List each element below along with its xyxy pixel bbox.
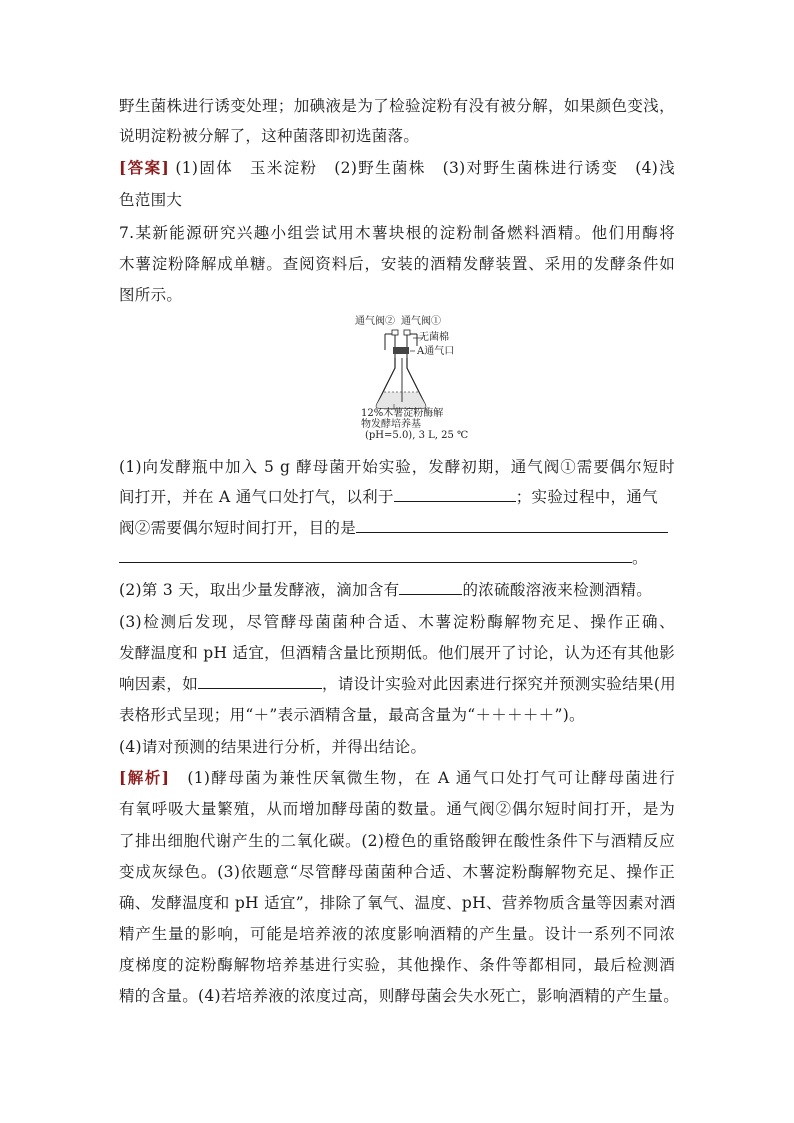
air-port-label: A通气口 [417,346,455,357]
text-line: 野生菌株进行诱变处理；加碘液是为了检验淀粉有没有被分解，如果颜色变浅， [119,97,675,115]
analysis-line: [解析] (1)酵母菌为兼性厌氧微生物，在 A 通气口处打气可让酵母菌进行 [119,768,675,787]
fermentation-apparatus-figure [355,316,485,444]
question-7-line: 7.某新能源研究兴趣小组尝试用木薯块根的淀粉制备燃料酒精。他们用酶将 [119,224,675,242]
medium-label-1: 12%木薯淀粉酶解 [361,408,444,419]
sub-question-3-line: 表格形式呈现；用“＋”表示酒精含量，最高含量为“＋＋＋＋＋”)。 [119,706,585,724]
question-7-line: 木薯淀粉降解成单糖。查阅资料后，安装的酒精发酵装置、采用的发酵条件如 [119,255,675,273]
answer-blank[interactable] [394,485,516,502]
cotton-label: 无菌棉 [419,332,449,343]
analysis-line: 精产生量的影响，可能是培养液的浓度影响酒精的产生量。设计一系列不同浓 [119,925,675,943]
valve-1-label: 通气阀① [401,316,441,327]
answer-blank[interactable] [399,578,462,595]
sub-question-3-line: (3)检测后发现，尽管酵母菌菌种合适、木薯淀粉酶解物充足、操作正确、 [119,613,675,631]
answer-text: (1)固体 玉米淀粉 (2)野生菌株 (3)对野生菌株进行诱变 (4)浅 [169,159,675,177]
answer-line-2: 色范围大 [119,191,183,209]
answer-blank[interactable] [198,672,322,689]
sub-question-2-line: (2)第 3 天，取出少量发酵液，滴加含有 的浓硫酸溶液来检测酒精。 [119,578,675,602]
answer-blank[interactable] [356,516,668,533]
analysis-line: 变成灰绿色。(3)依题意“尽管酵母菌菌种合适、木薯淀粉酶解物充足、操作正 [119,863,675,881]
sub-question-1-line: (1)向发酵瓶中加入 5 g 酵母菌开始实验，发酵初期，通气阀①需要偶尔短时 [119,458,675,476]
sub-question-3-line: 发酵温度和 pH 适宜，但酒精含量比预期低。他们展开了讨论，认为还有其他影 [119,644,675,662]
sub-question-4-line: (4)请对预测的结果进行分析，并得出结论。 [119,738,427,756]
analysis-tag: [解析] [119,768,170,787]
text-line: 说明淀粉被分解了，这种菌落即初选菌落。 [119,127,420,145]
analysis-line: 有氧呼吸大量繁殖，从而增加酵母菌的数量。通气阀②偶尔短时间打开，是为 [119,800,675,818]
sub-question-1-line: 间打开，并在 A 通气口处打气，以利于 ；实验过程中，通气 [119,485,675,509]
medium-label-2: 物发酵培养基 [361,419,421,430]
answer-blank[interactable] [119,546,632,563]
question-7-line: 图所示。 [119,286,183,304]
analysis-line: 确、发酵温度和 pH 适宜”，排除了氧气、温度、pH、营养物质含量等因素对酒 [119,894,676,912]
answer-line [119,156,675,180]
valve-2-label: 通气阀② [355,316,395,327]
sub-question-1-line: 。 [119,546,675,570]
analysis-line: 了排出细胞代谢产生的二氧化碳。(2)橙色的重铬酸钾在酸性条件下与酒精反应 [119,832,675,850]
answer-tag: [答案] [119,158,170,177]
sub-question-3-line: 响因素，如 ，请设计实验对此因素进行探究并预测实验结果(用 [119,672,675,696]
conditions-label: (pH=5.0), 3 L, 25 ℃ [365,430,469,441]
sub-question-1-line: 阀②需要偶尔短时间打开，目的是 [119,516,675,540]
analysis-line: 度梯度的淀粉酶解物培养基进行实验，其他操作、条件等都相同，最后检测酒 [119,956,675,974]
analysis-line: 精的含量。(4)若培养液的浓度过高，则酵母菌会失水死亡，影响酒精的产生量。 [119,987,680,1005]
